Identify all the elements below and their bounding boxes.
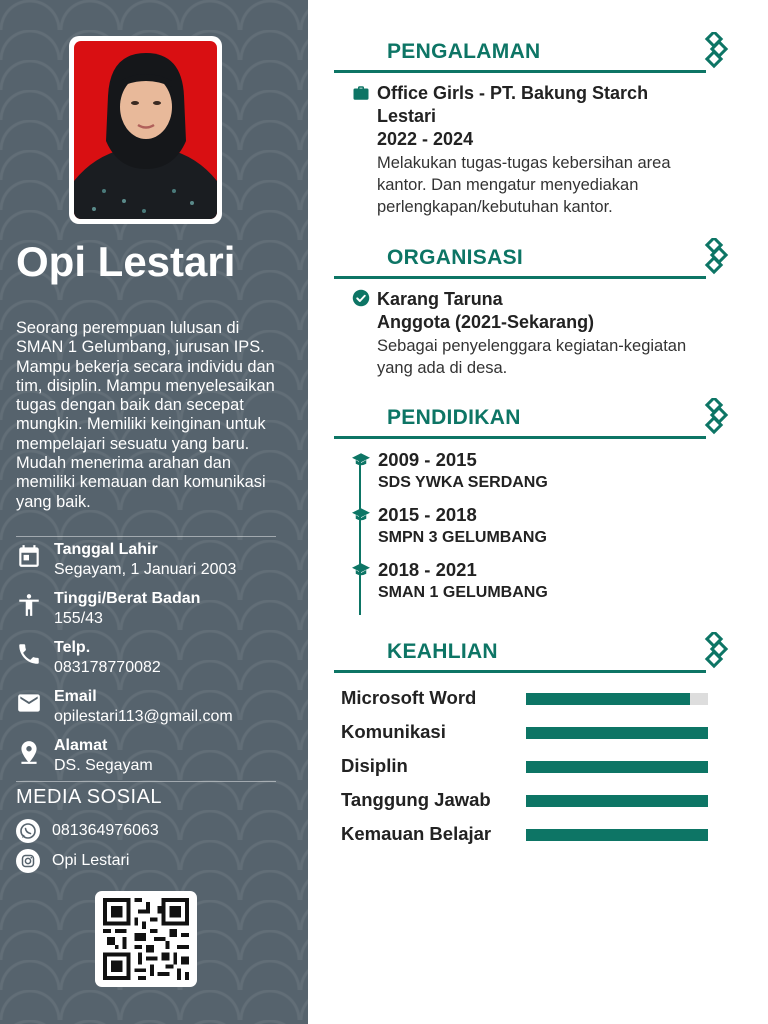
- education-school: SMPN 3 GELUMBANG: [378, 529, 547, 546]
- section-underline: [334, 670, 706, 673]
- education-item: [352, 449, 712, 502]
- info-phone: [16, 639, 296, 683]
- phone-icon: [16, 641, 42, 667]
- skill-bar-fill: [526, 795, 708, 807]
- whatsapp-icon: [16, 819, 40, 843]
- divider: [16, 781, 276, 782]
- education-years: 2015 - 2018: [378, 504, 477, 525]
- info-address: [16, 737, 296, 781]
- organization-description: Sebagai penyelenggara kegiatan-kegiatan: [377, 337, 687, 355]
- section-title: ORGANISASI: [387, 246, 524, 269]
- info-value: Segayam, 1 Januari 2003: [54, 561, 237, 578]
- skill-bar-track: [526, 829, 708, 841]
- section-experience-header: [334, 38, 732, 74]
- ornament-icon: [700, 32, 732, 72]
- info-email: [16, 688, 296, 732]
- skill-bar-track: [526, 727, 708, 739]
- ornament-icon: [700, 238, 732, 278]
- organization-role: Anggota (2021-Sekarang): [377, 312, 595, 332]
- education-item: [352, 504, 712, 557]
- info-label: Email: [54, 688, 97, 705]
- profile-name: Opi Lestari: [16, 238, 236, 285]
- skill-bar-track: [526, 795, 708, 807]
- skill-row: [341, 823, 721, 847]
- calendar-icon: [16, 543, 42, 569]
- section-title: KEAHLIAN: [387, 640, 498, 663]
- profile-photo: [74, 41, 217, 219]
- section-education-header: [334, 404, 732, 440]
- instagram-icon: [16, 849, 40, 873]
- skill-bar-track: [526, 693, 708, 705]
- check-circle-icon: [352, 289, 370, 307]
- info-value: opilestari113@gmail.com: [54, 708, 233, 725]
- skill-bar-fill: [526, 693, 690, 705]
- skill-bar-fill: [526, 727, 708, 739]
- sidebar: [0, 0, 308, 1024]
- info-value: 083178770082: [54, 659, 161, 676]
- skill-bar-fill: [526, 761, 708, 773]
- skill-row: [341, 789, 721, 813]
- skill-row: [341, 687, 721, 711]
- section-title: PENGALAMAN: [387, 40, 541, 63]
- experience-period: 2022 - 2024: [377, 129, 474, 149]
- whatsapp-number: 081364976063: [52, 822, 159, 839]
- section-skills-header: [334, 638, 732, 674]
- profile-photo-frame: [69, 36, 222, 224]
- skill-name: Tanggung Jawab: [341, 789, 491, 810]
- email-icon: [16, 690, 42, 716]
- graduation-cap-icon: [352, 452, 370, 468]
- graduation-cap-icon: [352, 507, 370, 523]
- organization-description: yang ada di desa.: [377, 359, 508, 377]
- experience-description: perlengkapan/kebutuhan kantor.: [377, 198, 613, 216]
- instagram-handle: Opi Lestari: [52, 852, 130, 869]
- person-icon: [16, 592, 42, 618]
- info-height-weight: [16, 590, 296, 634]
- location-icon: [16, 739, 42, 765]
- skill-row: [341, 755, 721, 779]
- skill-name: Microsoft Word: [341, 687, 477, 708]
- ornament-icon: [700, 398, 732, 438]
- profile-summary: Seorang perempuan lulusan di SMAN 1 Gelumbang, jurusan IPS. Mampu bekerja secara individu dan tim, disiplin. Mampu menyelesaikan tugas dengan baik dan secepat mungkin. Memiliki keinginan untuk mempelajari sesuatu yang baru. Mudah menerima arahan dan memiliki kemauan dan komunikasi yang baik.: [16, 319, 275, 511]
- experience-description: kantor. Dan mengatur menyediakan: [377, 176, 639, 194]
- education-school: SMAN 1 GELUMBANG: [378, 584, 548, 601]
- experience-description: Melakukan tugas-tugas kebersihan area: [377, 154, 671, 172]
- info-label: Telp.: [54, 639, 91, 656]
- experience-title: Lestari: [377, 106, 437, 126]
- info-value: 155/43: [54, 610, 103, 627]
- divider: [16, 536, 276, 537]
- education-years: 2009 - 2015: [378, 449, 477, 470]
- education-school: SDS YWKA SERDANG: [378, 474, 548, 491]
- info-value: DS. Segayam: [54, 757, 153, 774]
- media-title: MEDIA SOSIAL: [16, 786, 163, 808]
- section-underline: [334, 276, 706, 279]
- section-title: PENDIDIKAN: [387, 406, 521, 429]
- education-years: 2018 - 2021: [378, 559, 477, 580]
- skill-bar-track: [526, 761, 708, 773]
- info-birthdate: [16, 541, 296, 585]
- skill-name: Kemauan Belajar: [341, 823, 492, 844]
- education-item: [352, 559, 712, 612]
- info-label: Tinggi/Berat Badan: [54, 590, 201, 607]
- social-instagram[interactable]: [16, 849, 276, 875]
- info-label: Alamat: [54, 737, 108, 754]
- skill-name: Disiplin: [341, 755, 408, 776]
- skill-bar-fill: [526, 829, 708, 841]
- skill-row: [341, 721, 721, 745]
- graduation-cap-icon: [352, 562, 370, 578]
- section-underline: [334, 436, 706, 439]
- info-label: Tanggal Lahir: [54, 541, 158, 558]
- briefcase-icon: [352, 84, 370, 102]
- experience-title: Office Girls - PT. Bakung Starch: [377, 83, 649, 103]
- organization-name: Karang Taruna: [377, 289, 503, 309]
- social-whatsapp[interactable]: [16, 819, 276, 845]
- section-underline: [334, 70, 706, 73]
- ornament-icon: [700, 632, 732, 672]
- skill-name: Komunikasi: [341, 721, 446, 742]
- section-organization-header: [334, 244, 732, 280]
- qr-code: [95, 891, 197, 987]
